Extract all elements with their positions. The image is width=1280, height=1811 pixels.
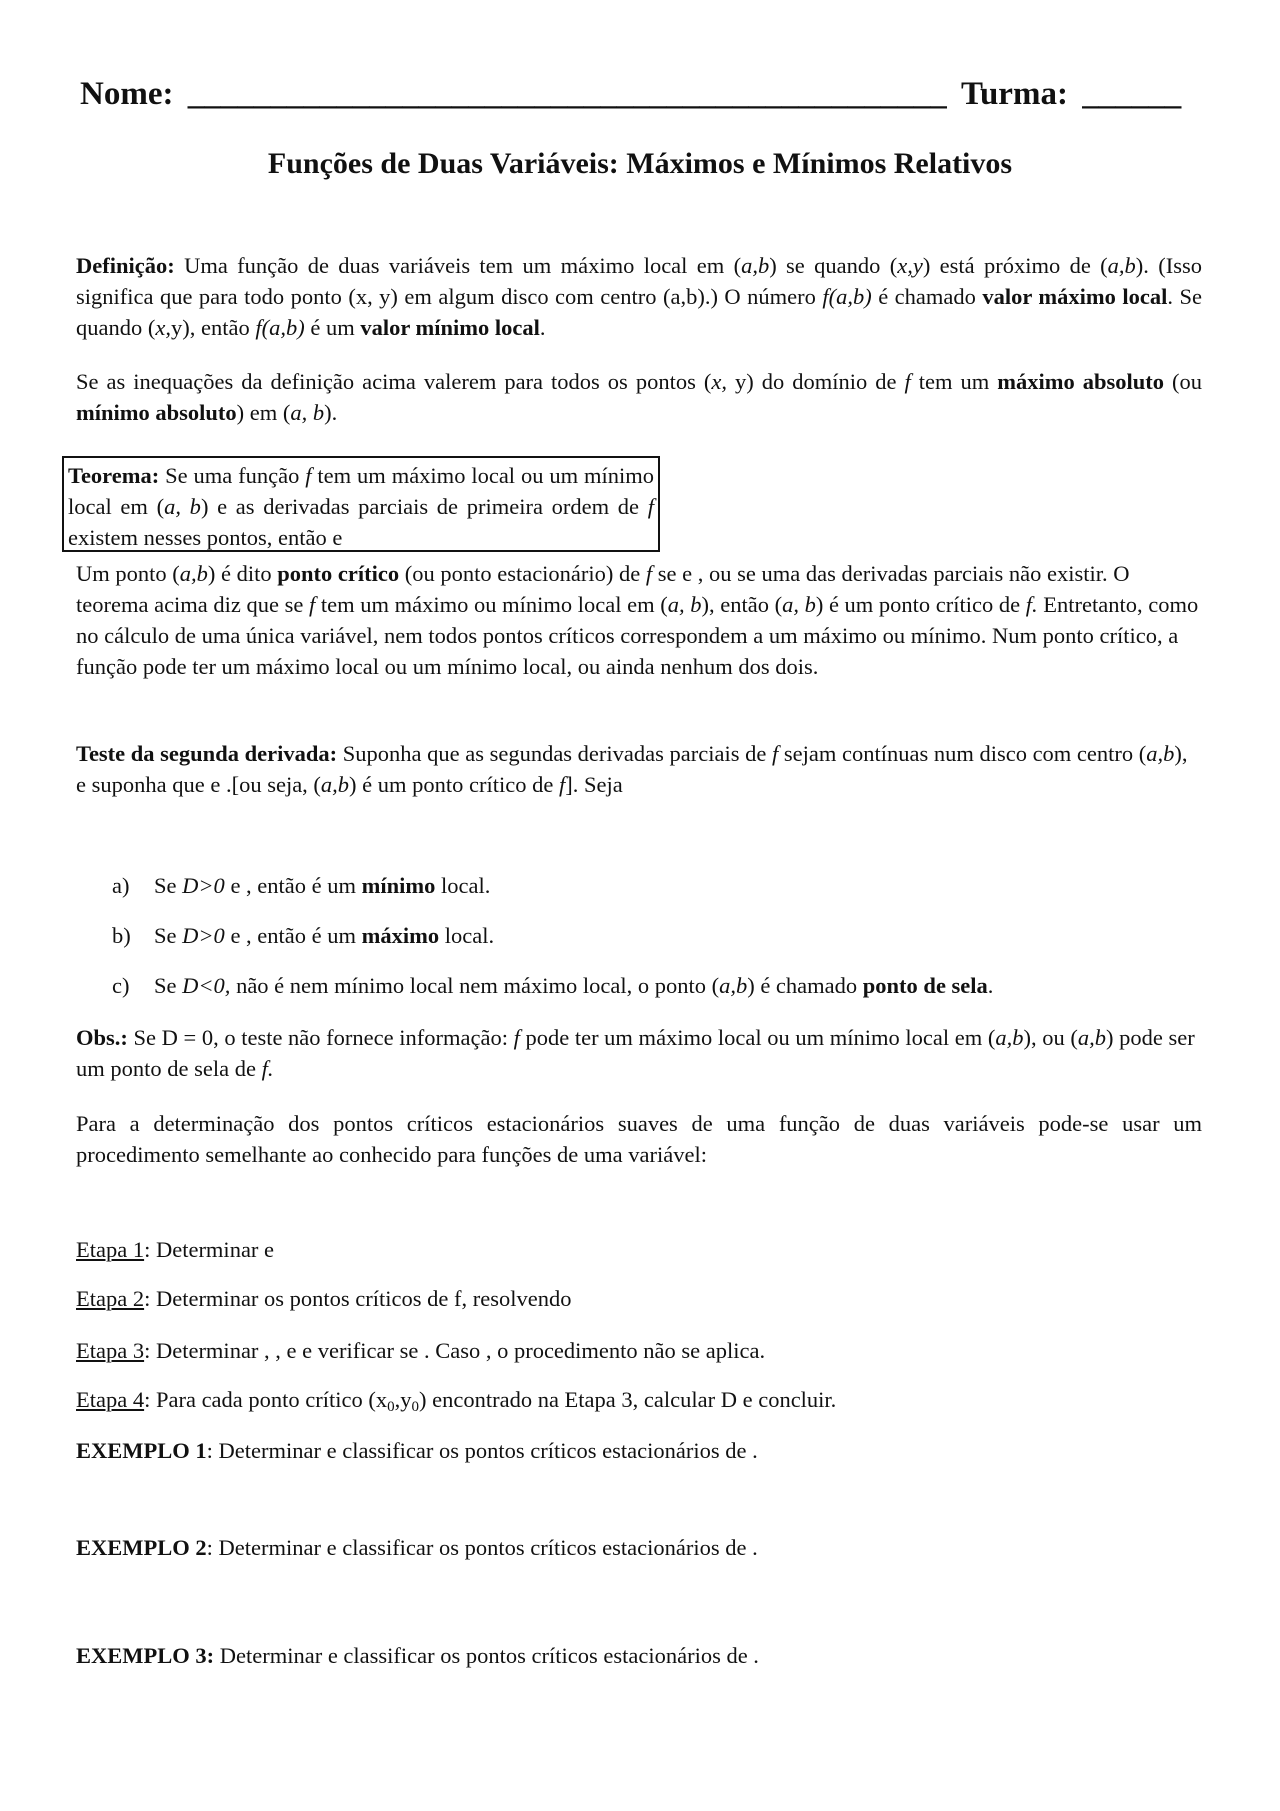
page-title: Funções de Duas Variáveis: Máximos e Mínimos Relativos (267, 147, 1013, 180)
procedure-paragraph: Para a determinação dos pontos críticos estacionários suaves de uma função de duas variáveis pode-se usar um procedimento semelhante ao conhecido para funções de uma variável: (76, 1111, 1202, 1168)
list-item: a) Se D>0 e , então é um mínimo local. (112, 873, 491, 898)
turma-label: Turma: (960, 76, 1068, 112)
example-2: EXEMPLO 2: Determinar e classificar os pontos críticos estacionários de . (76, 1535, 758, 1560)
theorem-box: Teorema: Se uma função f tem um máximo local ou um mínimo local em (a, b) e as derivadas parciais de primeira ordem de f existem nesses pontos, então e (62, 456, 660, 552)
step-3: Etapa 3: Determinar , , e e verificar se . Caso , o procedimento não se aplica. (76, 1338, 766, 1363)
turma-line: ______ (1082, 76, 1182, 112)
list-item: c) Se D<0, não é nem mínimo local nem máximo local, o ponto (a,b) é chamado ponto de sela. (112, 973, 994, 998)
obs-paragraph: Obs.: Se D = 0, o teste não fornece informação: f pode ter um máximo local ou um mínimo local em (a,b), ou (a,b) pode ser um ponto de sela de f. (76, 1025, 1195, 1082)
nome-line: ______________________________________________ (187, 76, 947, 112)
definition-paragraph: Definição: Uma função de duas variáveis tem um máximo local em (a,b) se quando (x,y) está próximo de (a,b). (Isso significa que para todo ponto (x, y) em algum disco com centro (a,b).) O número f(a,b) é chamado valor máximo local. Se quando (x,y), então f(a,b) é um valor mínimo local. (76, 253, 1202, 341)
example-1: EXEMPLO 1: Determinar e classificar os pontos críticos estacionários de . (76, 1438, 758, 1463)
student-header (80, 72, 1200, 118)
step-1: Etapa 1: Determinar e (76, 1237, 275, 1262)
step-4: Etapa 4: Para cada ponto crítico $(x_0,y_0)$ encontrado na Etapa 3, calcular D e concluir. (76, 1387, 837, 1415)
nome-label: Nome: (80, 76, 174, 112)
example-3: EXEMPLO 3: Determinar e classificar os pontos críticos estacionários de . (76, 1643, 759, 1668)
absolute-paragraph: Se as inequações da definição acima valerem para todos os pontos (x, y) do domínio de f tem um máximo absoluto (ou mínimo absoluto) em (a, b). (76, 369, 1202, 426)
list-item: b) Se D>0 e , então é um máximo local. (112, 923, 495, 948)
second-derivative-test: Teste da segunda derivada: Suponha que as segundas derivadas parciais de f sejam contínuas num disco com centro (a,b), e suponha que e .[ou seja, (a,b) é um ponto crítico de f]. Seja (76, 741, 1188, 798)
critical-point-paragraph: Um ponto (a,b) é dito ponto crítico (ou ponto estacionário) de f se e , ou se uma das derivadas parciais não existir. O teorema acima diz que se f tem um máximo ou mínimo local em (a, b), então (a, b) é um ponto crítico de f. Entretanto, como no cálculo de uma única variável, nem todos pontos críticos correspondem a um máximo ou mínimo. Num ponto crítico, a função pode ter um máximo local ou um mínimo local, ou ainda nenhum dos dois. (76, 561, 1199, 680)
step-2: Etapa 2: Determinar os pontos críticos de f, resolvendo (76, 1286, 572, 1311)
